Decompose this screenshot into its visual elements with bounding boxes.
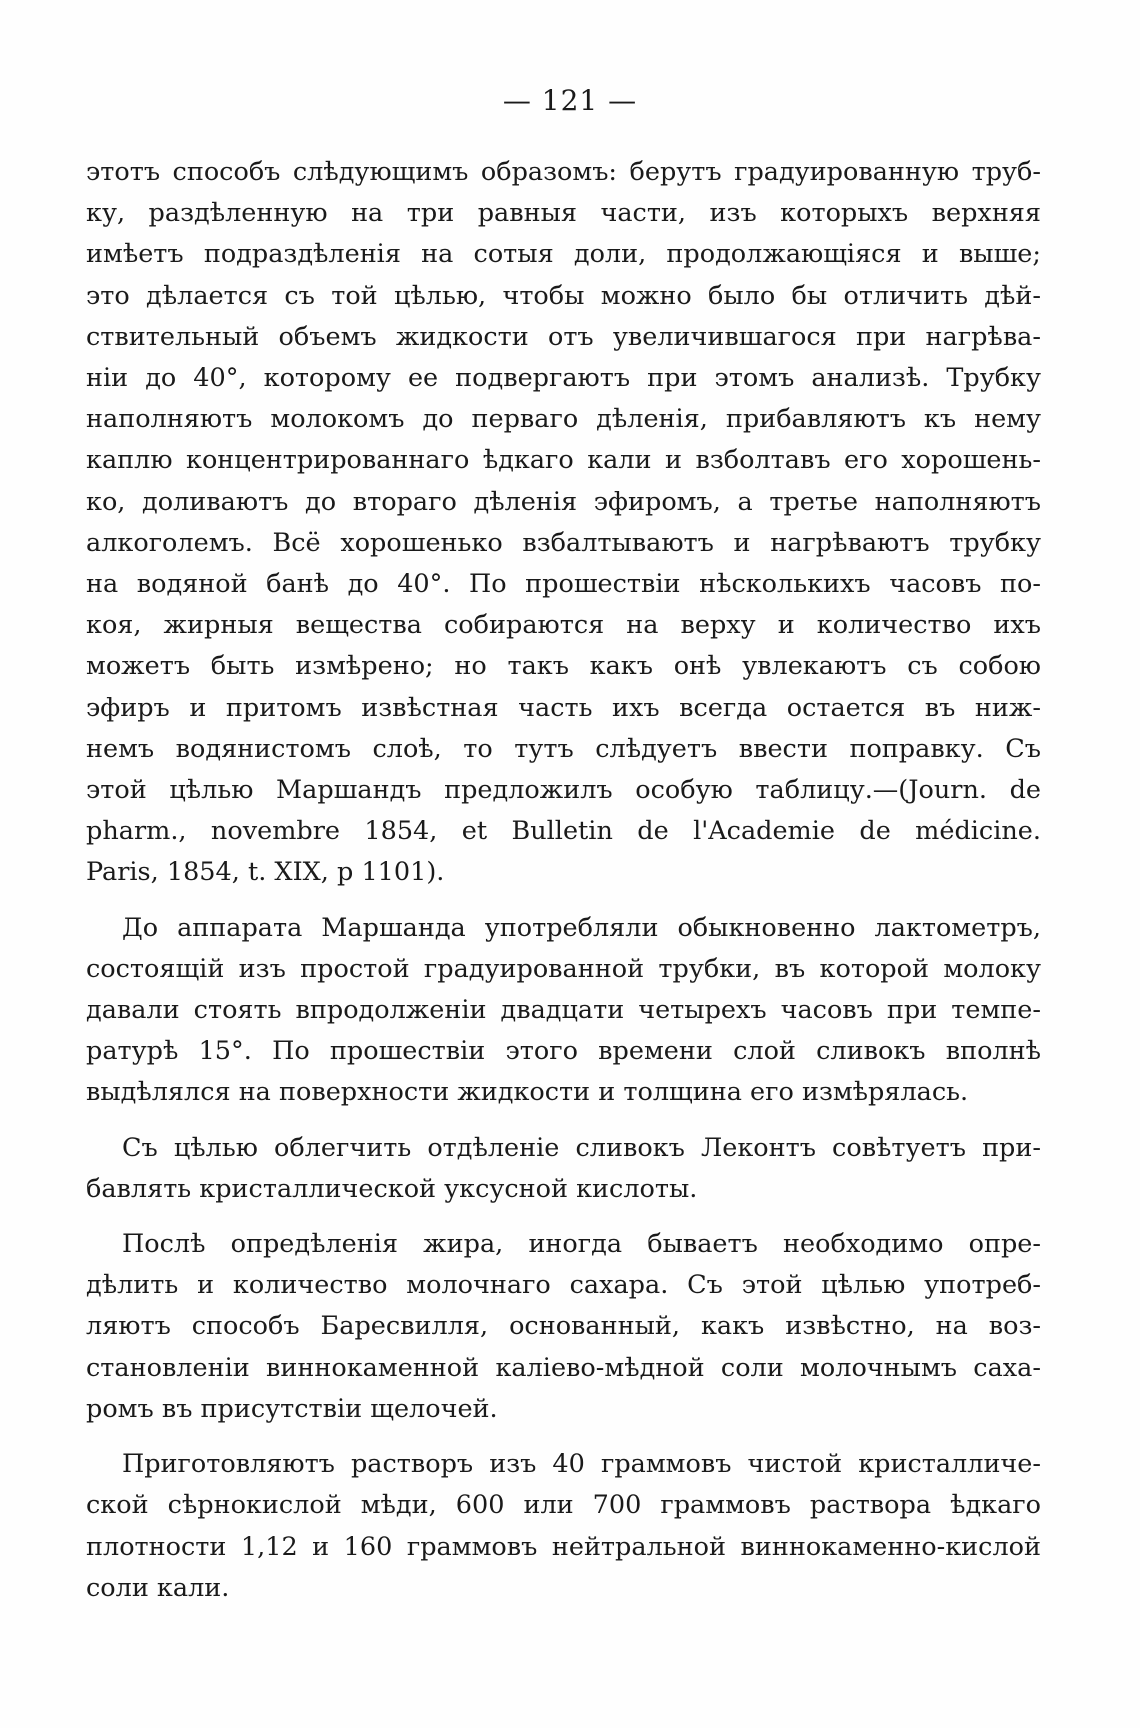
text-line: состоящій изъ простой градуированной трубки, въ которой молоку: [86, 953, 1041, 984]
paragraph-1: [86, 152, 1041, 894]
text-line: Послѣ опредѣленія жира, иногда бываетъ необходимо опре-: [122, 1229, 1041, 1260]
text-line: ко, доливаютъ до втораго дѣленія эфиромъ, а третье наполняютъ: [86, 486, 1041, 517]
text-line: это дѣлается съ той цѣлью, чтобы можно было бы отличить дѣй-: [86, 280, 1041, 311]
text-line: дѣлить и количество молочнаго сахара. Съ этой цѣлью употреб-: [86, 1270, 1041, 1301]
text-line: ляютъ способъ Баресвилля, основанный, какъ извѣстно, на воз-: [86, 1311, 1041, 1342]
text-line: каплю концентрированнаго ѣдкаго кали и взболтавъ его хорошень-: [86, 445, 1041, 476]
text-line: ромъ въ присутствіи щелочей.: [86, 1393, 498, 1424]
text-line: становленіи виннокаменной каліево-мѣдной соли молочнымъ саха-: [86, 1352, 1041, 1383]
body-text: [86, 152, 1041, 1623]
paragraph-3: [86, 1128, 1041, 1210]
text-line: Paris, 1854, t. XIX, p 1101).: [86, 857, 445, 888]
text-line: плотности 1,12 и 160 граммовъ нейтральной виннокаменно-кислой: [86, 1531, 1041, 1562]
paragraph-4: [86, 1224, 1041, 1430]
text-line: коя, жирныя вещества собираются на верху и количество ихъ: [86, 610, 1041, 641]
text-line: этотъ способъ слѣдующимъ образомъ: берутъ градуированную труб-: [86, 157, 1041, 187]
text-line: давали стоять впродолженіи двадцати четырехъ часовъ при темпе-: [86, 995, 1041, 1026]
text-line: ку, раздѣленную на три равныя части, изъ которыхъ верхняя: [86, 198, 1041, 229]
text-line: Съ цѣлью облегчить отдѣленіе сливокъ Леконтъ совѣтуетъ при-: [122, 1132, 1041, 1163]
text-line: на водяной банѣ до 40°. По прошествіи нѣсколькихъ часовъ по-: [86, 569, 1041, 600]
text-line: этой цѣлью Маршандъ предложилъ особую таблицу.—(Journ. de: [86, 775, 1041, 806]
text-line: ской сѣрнокислой мѣди, 600 или 700 граммовъ раствора ѣдкаго: [86, 1490, 1041, 1521]
paragraph-5: [86, 1444, 1041, 1609]
text-line: немъ водянистомъ слоѣ, то тутъ слѣдуетъ ввести поправку. Съ: [86, 733, 1041, 764]
text-line: ратурѣ 15°. По прошествіи этого времени слой сливокъ вполнѣ: [86, 1036, 1041, 1067]
text-line: бавлять кристаллической уксусной кислоты.: [86, 1173, 698, 1204]
text-line: наполняютъ молокомъ до перваго дѣленія, прибавляютъ къ нему: [86, 404, 1041, 435]
text-line: можетъ быть измѣрено; но такъ какъ онѣ увлекаютъ съ собою: [86, 651, 1041, 682]
paragraph-2: [86, 908, 1041, 1114]
text-line: алкоголемъ. Всё хорошенько взбалтываютъ и нагрѣваютъ трубку: [86, 527, 1041, 558]
text-line: До аппарата Маршанда употребляли обыкновенно лактометръ,: [122, 912, 1041, 943]
page-number: — 121 —: [502, 84, 638, 117]
text-line: ніи до 40°, которому ее подвергаютъ при этомъ анализѣ. Трубку: [86, 363, 1041, 394]
text-line: эфиръ и притомъ извѣстная часть ихъ всегда остается въ ниж-: [86, 692, 1041, 723]
text-line: Приготовляютъ растворъ изъ 40 граммовъ чистой кристалличе-: [122, 1449, 1041, 1480]
text-line: pharm., novembre 1854, et Bulletin de l'Academie de médicine.: [86, 816, 1041, 847]
text-line: имѣетъ подраздѣленія на сотыя доли, продолжающіяся и выше;: [86, 239, 1041, 270]
text-line: соли кали.: [86, 1572, 230, 1603]
text-line: выдѣлялся на поверхности жидкости и толщина его измѣрялась.: [86, 1077, 969, 1108]
text-line: ствительный объемъ жидкости отъ увеличившагося при нагрѣва-: [86, 321, 1041, 352]
